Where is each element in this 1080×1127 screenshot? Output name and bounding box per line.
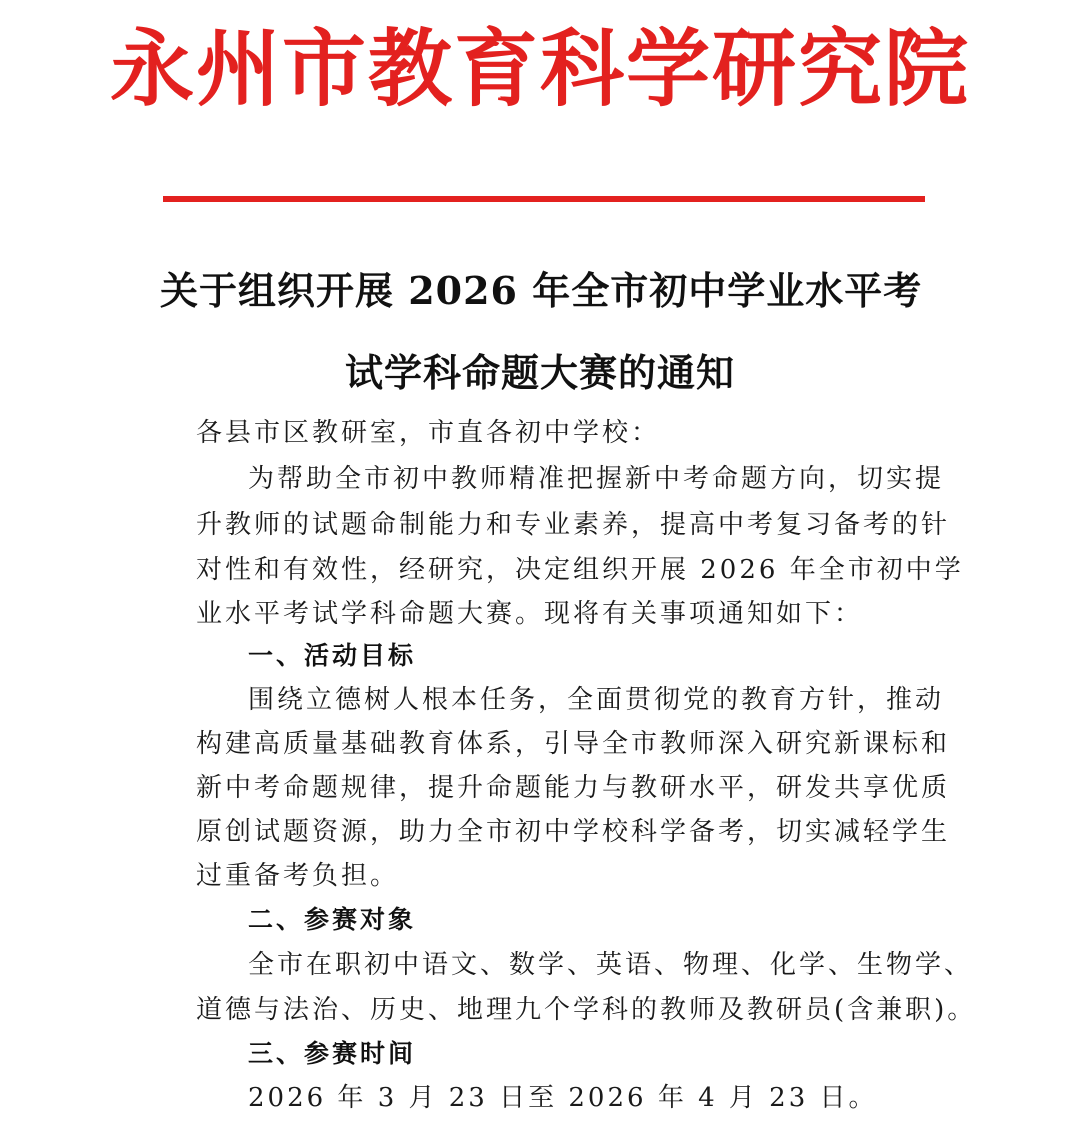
- time-line-1: 2026 年 3 月 23 日至 2026 年 4 月 23 日。: [248, 1083, 878, 1113]
- intro-line-4: 业水平考试学科命题大赛。现将有关事项通知如下：: [196, 599, 864, 629]
- section-heading-time: 三、参赛时间: [248, 1039, 417, 1068]
- participants-line-2: 道德与法治、历史、地理九个学科的教师及教研员(含兼职)。: [196, 995, 977, 1025]
- section-heading-goals: 一、活动目标: [248, 641, 417, 670]
- document-title-line-2: 试学科命题大赛的通知: [344, 350, 735, 395]
- salutation: 各县市区教研室，市直各初中学校：: [196, 418, 661, 448]
- letterhead-red-rule: [163, 196, 925, 202]
- section-heading-participants: 二、参赛对象: [248, 905, 417, 934]
- intro-line-2: 升教师的试题命制能力和专业素养，提高中考复习备考的针: [196, 510, 951, 540]
- goals-line-3: 新中考命题规律，提升命题能力与教研水平，研发共享优质: [196, 773, 951, 803]
- goals-line-5: 过重备考负担。: [196, 861, 400, 891]
- goals-line-1: 围绕立德树人根本任务，全面贯彻党的教育方针，推动: [248, 685, 945, 715]
- intro-line-3: 对性和有效性，经研究，决定组织开展 2026 年全市初中学: [196, 555, 964, 585]
- letterhead-institution-name: 永州市教育科学研究院: [109, 20, 970, 118]
- goals-line-2: 构建高质量基础教育体系，引导全市教师深入研究新课标和: [196, 729, 951, 759]
- intro-line-1: 为帮助全市初中教师精准把握新中考命题方向，切实提: [248, 464, 945, 494]
- goals-line-4: 原创试题资源，助力全市初中学校科学备考，切实减轻学生: [196, 817, 951, 847]
- participants-line-1: 全市在职初中语文、数学、英语、物理、化学、生物学、: [248, 950, 974, 980]
- document-title-line-1: 关于组织开展 2026 年全市初中学业水平考: [160, 268, 923, 313]
